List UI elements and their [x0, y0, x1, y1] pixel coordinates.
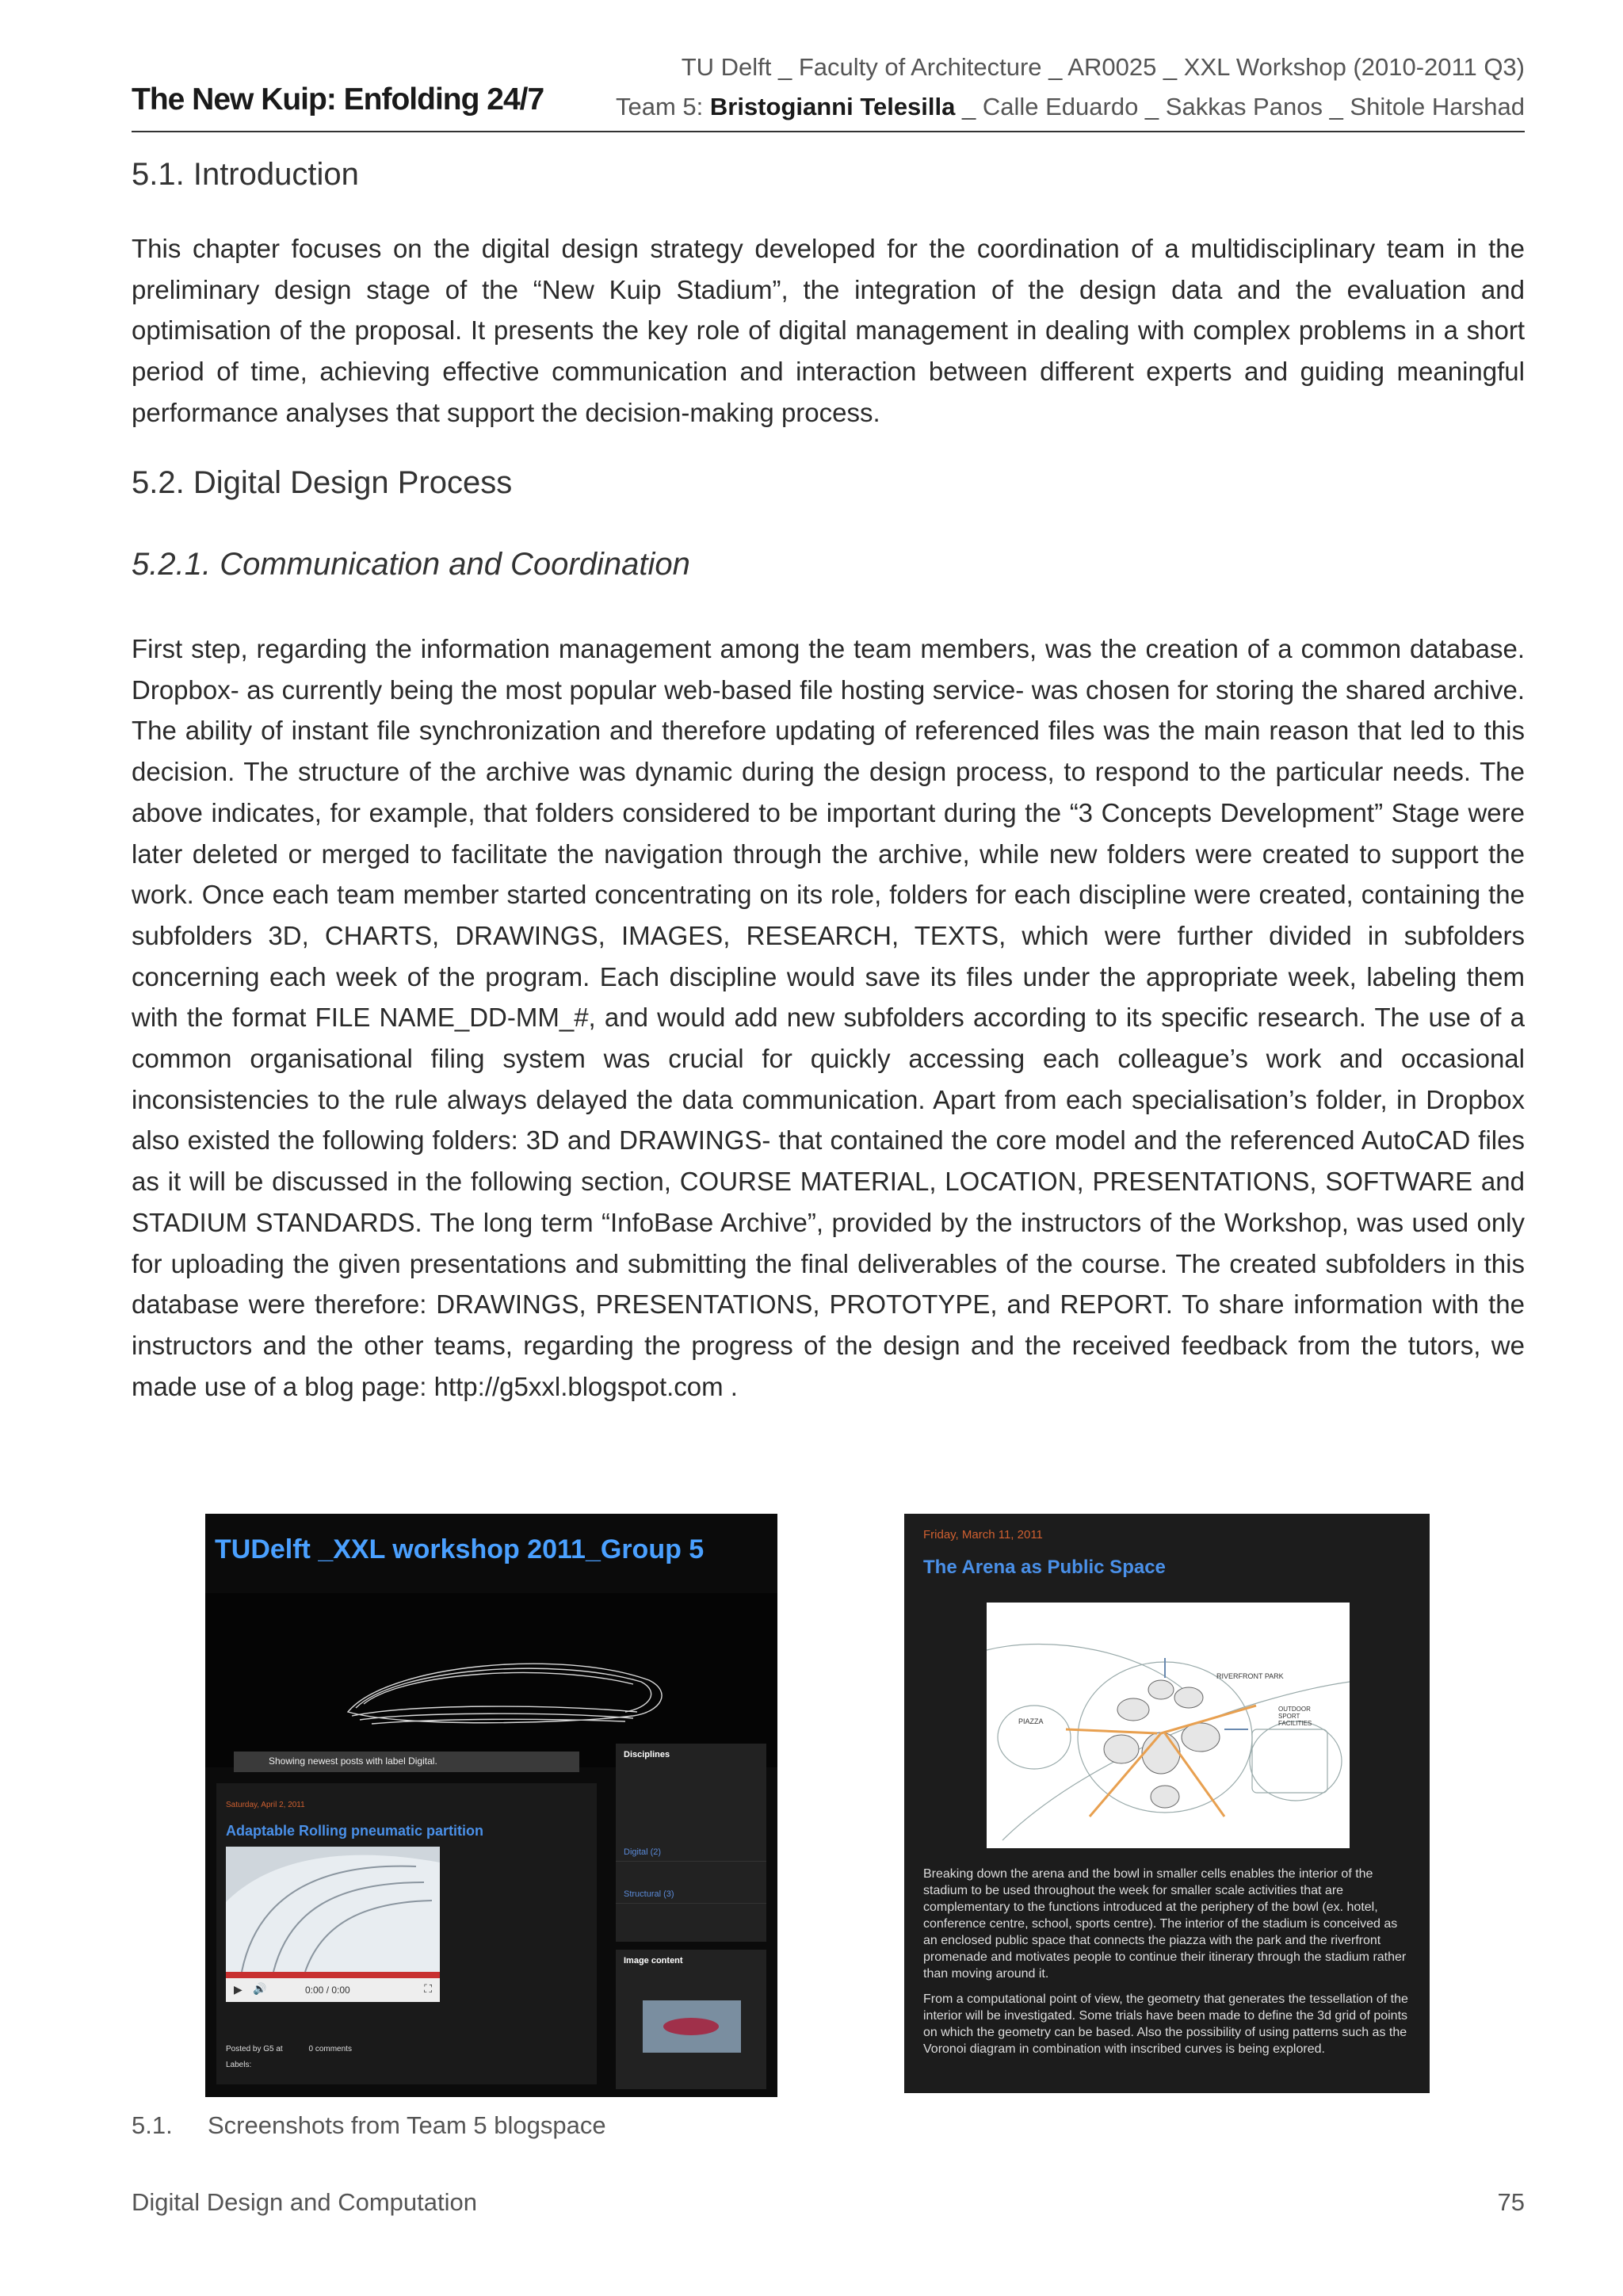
footer-section-title: Digital Design and Computation — [132, 2188, 477, 2216]
video-progress-bar[interactable] — [226, 1972, 440, 1978]
video-time: 0:00 / 0:00 — [305, 1985, 350, 1996]
course-line: TU Delft _ Faculty of Architecture _ AR0025 _ XXL Workshop (2010-2011 Q3) — [681, 53, 1525, 81]
team-members: _ Calle Eduardo _ Sakkas Panos _ Shitole Harshad — [955, 93, 1525, 120]
stadium-wireframe-image — [205, 1593, 777, 1767]
document-title: The New Kuip: Enfolding 24/7 — [132, 82, 544, 117]
video-controls — [226, 1978, 440, 2002]
blog-screenshot-left — [205, 1514, 777, 2097]
disciplines-title: Disciplines — [624, 1750, 670, 1759]
introduction-paragraph: This chapter focuses on the digital design strategy developed for the coordination of a multidisciplinary team in the preliminary design stage of the “New Kuip Stadium”, the integration of the design data and the evaluation and optimisation of the proposal. It presents the key role of digital management in dealing with complex problems in a short period of time, achieving effective communication and interaction between different experts and guiding meaningful performance analyses that support the decision-making process. — [132, 234, 1525, 427]
subsection-heading-communication: 5.2.1. Communication and Coordination — [132, 547, 690, 582]
section-heading-digital-design-process: 5.2. Digital Design Process — [132, 465, 513, 500]
label-outdoor-sport: OUTDOOR SPORT FACILITIES — [1278, 1706, 1312, 1727]
labels-line: Labels: — [226, 2061, 252, 2069]
figure-caption-number: 5.1. — [132, 2111, 173, 2139]
post-title[interactable]: Adaptable Rolling pneumatic partition — [226, 1823, 484, 1839]
label-riverfront-park: RIVERFRONT PARK — [1216, 1672, 1284, 1680]
figure-caption-text: Screenshots from Team 5 blogspace — [208, 2111, 606, 2139]
team-lead: Bristogianni Telesilla — [709, 93, 956, 120]
discipline-item[interactable]: Digital (2) — [616, 1843, 766, 1862]
post-date: Saturday, April 2, 2011 — [226, 1801, 305, 1809]
blog-title: TUDelft _XXL workshop 2011_Group 5 — [215, 1534, 705, 1564]
communication-paragraph: First step, regarding the information management among the team members, was the creation of a common database. Dropbox- as currently being the most popular web-based file hosting service- was chosen for storing the shared archive. The ability of instant file synchronization and therefore updating of referenced files was the main reason that led to this decision. The structure of the archive was dynamic during the design process, to respond to the particular needs. The above indicates, for example, that folders considered to be important during the “3 Concepts Development” Stage were later deleted or merged to facilitate the navigation through the archive, while new folders were created to support the work. Once each team member started concentrating on its role, folders for each discipline were created, containing the subfolders 3D, CHARTS, DRAWINGS, IMAGES, RESEARCH, TEXTS, which were further divided in subfolders concerning each week of the program. Each discipline would save its files under the appropriate week, labeling them with the format FILE NAME_DD-MM_#, and would add new subfolders according to its specific research. The use of a common organisational filing system was crucial for quickly accessing each colleague’s work and occasional inconsistencies to the rule always delayed the data communication. Apart from each specialisation’s folder, in Dropbox also existed the following folders: 3D and DRAWINGS- that contained the core model and the referenced AutoCAD files as it will be discussed in the following section, COURSE MATERIAL, LOCATION, PRESENTATIONS, SOFTWARE and STADIUM STANDARDS. The long term “InfoBase Archive”, provided by the instructors of the Workshop, was used only for uploading the given presentations and submitting the final deliverables of the course. The created subfolders in this database were therefore: DRAWINGS, PRESENTATIONS, PROTOTYPE, and REPORT. To share information with the instructors and the other teams, regarding the progress of the design and the received feedback from the tutors, we made use of a blog page: http://g5xxl.blogspot.com . — [132, 634, 1525, 1401]
image-content-thumbnail[interactable] — [643, 2000, 741, 2053]
discipline-item[interactable]: Structural (3) — [616, 1885, 766, 1904]
comments-link[interactable]: 0 comments — [308, 2045, 352, 2053]
pneumatic-partition-image — [226, 1847, 440, 1972]
label-bar — [234, 1752, 579, 1772]
thumbnail-shape — [663, 2018, 719, 2035]
team-line — [616, 87, 1525, 127]
posted-by: Posted by G5 at — [226, 2045, 283, 2053]
image-content-widget — [616, 1950, 766, 2089]
blog-screenshot-right — [904, 1514, 1430, 2093]
post-title[interactable]: The Arena as Public Space — [923, 1557, 1166, 1578]
disciplines-widget — [616, 1744, 766, 1942]
page-number: 75 — [1497, 2188, 1525, 2216]
team-prefix: Team 5: — [615, 93, 710, 120]
label-bar-text: Showing newest posts with label Digital. — [269, 1755, 437, 1767]
image-content-title: Image content — [624, 1956, 683, 1966]
volume-icon[interactable]: 🔊 — [253, 1982, 267, 1995]
header-info — [616, 48, 1525, 127]
label-piazza: PIAZZA — [1018, 1717, 1044, 1725]
post-footer — [226, 2045, 352, 2053]
post-paragraph-2: From a computational point of view, the geometry that generates the tessellation of the interior will be investigated. Some trials have been made to define the 3d grid of points on which the geometry can be based. Also the possibility of using patterns such as the Voronoi diagram in combination with inscribed curves is being explored. — [923, 1992, 1408, 2056]
fullscreen-icon[interactable]: ⛶ — [424, 1982, 432, 1995]
post-paragraph-1: Breaking down the arena and the bowl in smaller cells enables the interior of the stadium to be used throughout the week for smaller scale activities that are complementary to the functions introduced at the periphery of the bowl (ex. hotel, conference centre, school, sports centre). The interior of the stadium is conceived as an enclosed public space that connects the piazza with the park and the riverfront promenade and motivates people to continue their itinerary through the stadium rather than moving around it. — [923, 1867, 1407, 1981]
section-heading-introduction: 5.1. Introduction — [132, 157, 359, 192]
arena-diagram — [987, 1603, 1350, 1848]
header-rule — [132, 131, 1525, 132]
play-icon[interactable]: ▶ — [234, 1983, 242, 1996]
post-date: Friday, March 11, 2011 — [923, 1528, 1043, 1541]
